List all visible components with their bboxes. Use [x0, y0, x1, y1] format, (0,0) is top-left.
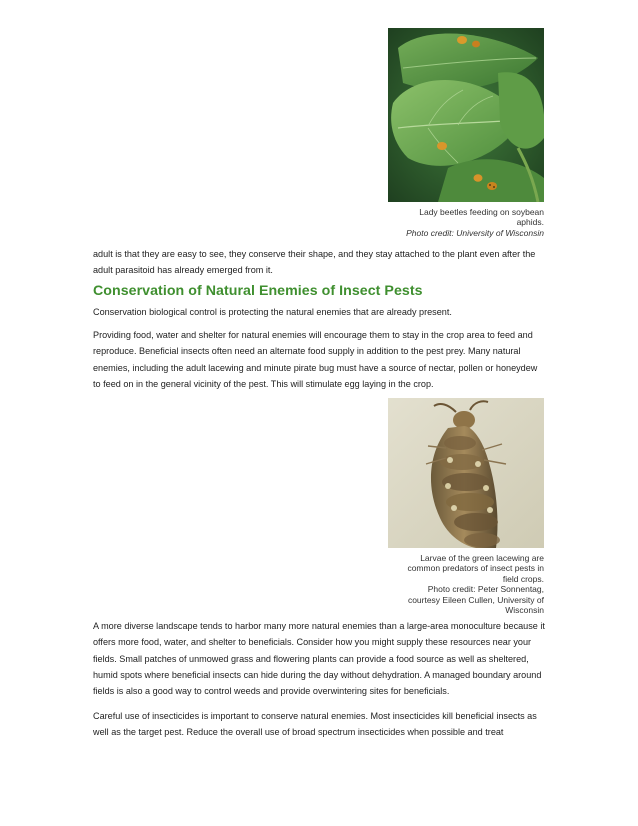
- figure2-caption-line2: common predators of insect pests in: [407, 563, 544, 574]
- figure1-caption: [388, 207, 544, 238]
- figure2-caption: [388, 553, 544, 615]
- paragraph-3: A more diverse landscape tends to harbor many more natural enemies than a large-area monoculture because it offers more food, water, and shelter to beneficials. Consider how you might supply these resources near your fields. Small patches of unmowed grass and flowering plants can provide a food source as well as sheltered, humid spots where beneficial insects can hide during the day without dehydration. A managed boundary around fields is also a good way to control weeds and provide overwintering sites for beneficials.: [93, 621, 545, 697]
- figure2-credit-line1: Photo credit: Peter Sonnentag,: [427, 584, 544, 595]
- paragraph-4: Careful use of insecticides is important to conserve natural enemies. Most insecticides kill beneficial insects as well as the target pest. Reduce the overall use of broad spectrum insecticides when possible and treat: [93, 711, 537, 738]
- section-heading: Conservation of Natural Enemies of Insect Pests: [93, 283, 423, 299]
- lady-beetles-photo: [388, 28, 544, 202]
- figure2-credit-line2: courtesy Eileen Cullen, University of: [407, 594, 544, 605]
- figure1-caption-line2: aphids.: [516, 217, 544, 228]
- paragraph-2: Providing food, water and shelter for natural enemies will encourage them to stay in the crop area to feed and reproduce. Beneficial insects often need an alternate food supply in addition to the pest prey. Many natural enemies, including the adult lacewing and minute pirate bug must have a source of nectar, pollen or honeydew to feed on in the general vicinity of the pest. This will stimulate egg laying in the crop.: [93, 330, 538, 389]
- lacewing-larva-photo: [388, 398, 544, 548]
- figure2-caption-line1: Larvae of the green lacewing are: [420, 553, 544, 563]
- paragraph-1: Conservation biological control is protecting the natural enemies that are already present.: [93, 307, 452, 317]
- figure1-credit: Photo credit: University of Wisconsin: [406, 227, 544, 238]
- figure2-credit-line3: Wisconsin: [505, 605, 544, 616]
- figure1-caption-line1: Lady beetles feeding on soybean: [419, 207, 544, 217]
- figure2-caption-line3: field crops.: [502, 573, 544, 584]
- figure-lacewing-larva: [388, 398, 544, 615]
- figure-lady-beetles: [388, 28, 544, 238]
- intro-paragraph: adult is that they are easy to see, they conserve their shape, and they stay attached to the plant even after the adult parasitoid has already emerged from it.: [93, 249, 536, 276]
